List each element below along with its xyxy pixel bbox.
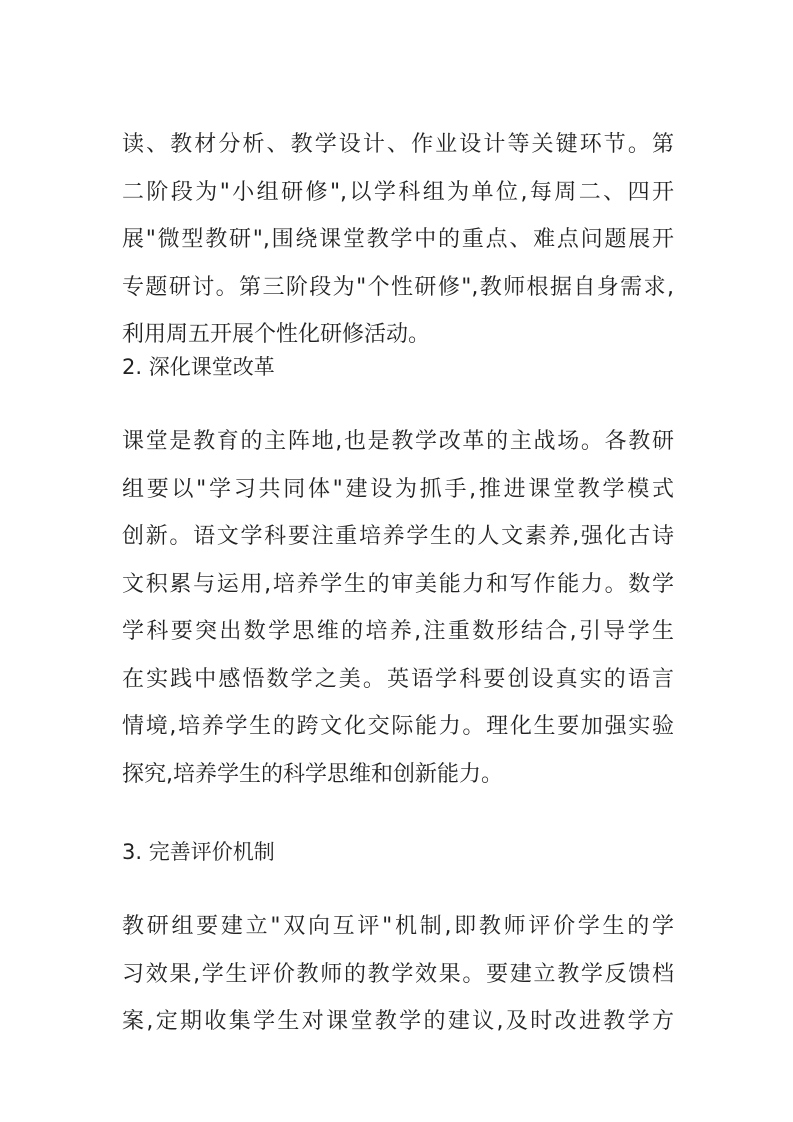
text-line: 在实践中感悟数学之美。英语学科要创设真实的语言 [122, 667, 674, 692]
text-line: 读、教材分析、教学设计、作业设计等关键环节。第 [122, 132, 674, 157]
text-line: 课堂是教育的主阵地,也是教学改革的主战场。各教研 [122, 429, 674, 454]
text-line: 习效果,学生评价教师的教学效果。要建立教学反馈档 [122, 962, 674, 987]
text-line: 教研组要建立"双向互评"机制,即教师评价学生的学 [122, 914, 674, 939]
text-line: 二阶段为"小组研修",以学科组为单位,每周二、四开 [122, 180, 674, 205]
text-line: 学科要突出数学思维的培养,注重数形结合,引导学生 [122, 619, 674, 644]
section-heading-3: 3. 完善评价机制 [122, 840, 275, 864]
text-line: 创新。语文学科要注重培养学生的人文素养,强化古诗 [122, 524, 674, 549]
text-line: 探究,培养学生的科学思维和创新能力。 [122, 762, 503, 787]
section-heading-2: 2. 深化课堂改革 [122, 355, 275, 379]
text-line: 情境,培养学生的跨文化交际能力。理化生要加强实验 [122, 714, 674, 739]
text-line: 专题研讨。第三阶段为"个性研修",教师根据自身需求, [122, 275, 674, 300]
text-line: 案,定期收集学生对课堂教学的建议,及时改进教学方 [122, 1009, 674, 1034]
text-line: 利用周五开展个性化研修活动。 [122, 322, 431, 347]
text-line: 组要以"学习共同体"建设为抓手,推进课堂教学模式 [122, 477, 674, 502]
text-line: 文积累与运用,培养学生的审美能力和写作能力。数学 [122, 572, 674, 597]
text-line: 展"微型教研",围绕课堂教学中的重点、难点问题展开 [122, 227, 674, 252]
